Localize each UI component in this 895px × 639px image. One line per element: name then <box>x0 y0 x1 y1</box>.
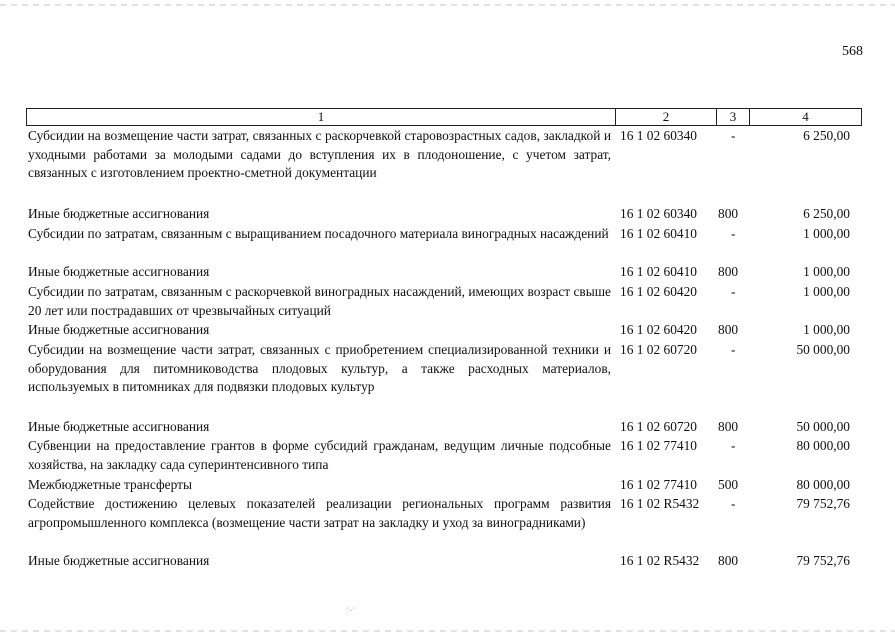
row-name: Иные бюджетные ассигнования <box>28 206 210 221</box>
row-code: 16 1 02 60410 <box>620 264 697 279</box>
scan-edge-bottom <box>0 630 895 632</box>
row-amount: 6 250,00 <box>803 128 850 143</box>
row-type: 800 <box>718 419 739 434</box>
row-name: Межбюджетные трансферты <box>28 477 192 492</box>
row-amount: 1 000,00 <box>803 226 850 241</box>
row-type: - <box>731 438 736 453</box>
row-name: Иные бюджетные ассигнования <box>28 264 210 279</box>
row-code: 16 1 02 R5432 <box>620 553 700 568</box>
row-amount: 50 000,00 <box>796 342 850 357</box>
table-header <box>26 108 862 126</box>
header-col-1: 1 <box>27 109 616 125</box>
row-name: Субсидии на возмещение части затрат, связанных с приобретением специализированной техники и оборудования для питомниководства плодовых культур, а также расходных материалов, используемых в питомниках для подвязки плодовых культур <box>28 342 611 394</box>
row-type: - <box>731 342 736 357</box>
row-code: 16 1 02 60720 <box>620 342 697 357</box>
row-code: 16 1 02 60420 <box>620 284 697 299</box>
row-type: - <box>731 284 736 299</box>
header-col-2: 2 <box>616 109 717 125</box>
row-name: Иные бюджетные ассигнования <box>28 322 210 337</box>
row-code: 16 1 02 60410 <box>620 226 697 241</box>
row-code: 16 1 02 60340 <box>620 128 697 143</box>
row-code: 16 1 02 60720 <box>620 419 697 434</box>
row-name: Иные бюджетные ассигнования <box>28 553 210 568</box>
row-code: 16 1 02 60420 <box>620 322 697 337</box>
page-number: 568 <box>842 44 863 59</box>
row-name: Субсидии по затратам, связанным с выращиванием посадочного материала виноградных насаждений <box>28 226 609 241</box>
row-amount: 79 752,76 <box>796 553 850 568</box>
row-code: 16 1 02 60340 <box>620 206 697 221</box>
row-code: 16 1 02 77410 <box>620 438 697 453</box>
row-type: 800 <box>718 206 739 221</box>
row-type: 500 <box>718 477 739 492</box>
row-amount: 50 000,00 <box>796 419 850 434</box>
row-amount: 79 752,76 <box>796 496 850 511</box>
row-code: 16 1 02 R5432 <box>620 496 700 511</box>
row-name: Содействие достижению целевых показателей реализации региональных программ развития агропромышленного комплекса (возмещение части затрат на закладку и уход за виноградниками) <box>28 496 611 530</box>
row-name: Иные бюджетные ассигнования <box>28 419 210 434</box>
row-name: Субсидии по затратам, связанным с раскорчевкой виноградных насаждений, имеющих возраст свыше 20 лет или пострадавших от чрезвычайных ситуаций <box>28 284 611 318</box>
row-type: 800 <box>718 553 739 568</box>
row-amount: 80 000,00 <box>796 477 850 492</box>
header-col-3: 3 <box>717 109 750 125</box>
row-amount: 1 000,00 <box>803 322 850 337</box>
row-amount: 1 000,00 <box>803 284 850 299</box>
row-amount: 6 250,00 <box>803 206 850 221</box>
row-type: - <box>731 128 736 143</box>
row-type: 800 <box>718 264 739 279</box>
row-name: Субвенции на предоставление грантов в форме субсидий гражданам, ведущим личные подсобные хозяйства, на закладку сада суперинтенсивного типа <box>28 438 611 472</box>
row-type: - <box>731 226 736 241</box>
row-amount: 80 000,00 <box>796 438 850 453</box>
row-type: 800 <box>718 322 739 337</box>
scan-speck: ·.· <box>346 604 357 613</box>
row-name: Субсидии на возмещение части затрат, связанных с раскорчевкой старовозрастных садов, закладкой и уходными работами за молодыми садами до вступления их в плодоношение, с учетом затрат, связанных с изготовлением проектно-сметной документации <box>28 128 611 180</box>
row-amount: 1 000,00 <box>803 264 850 279</box>
header-col-4: 4 <box>802 109 809 124</box>
row-type: - <box>731 496 736 511</box>
row-code: 16 1 02 77410 <box>620 477 697 492</box>
scan-edge-top <box>0 4 895 6</box>
